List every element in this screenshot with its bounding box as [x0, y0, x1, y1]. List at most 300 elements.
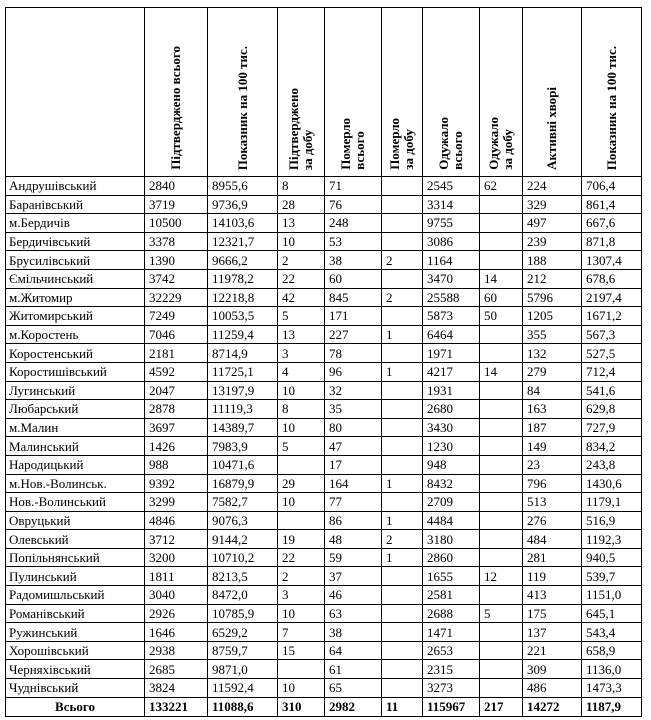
total-cell: 2982	[325, 697, 382, 716]
table-cell: 4846	[145, 511, 208, 530]
table-row	[6, 567, 642, 586]
table-row	[6, 269, 642, 288]
table-cell: 13197,9	[208, 381, 278, 400]
table-cell: 3719	[145, 195, 208, 214]
table-cell: 1192,3	[582, 530, 642, 549]
table-cell: 224	[523, 177, 582, 196]
table-cell: 2	[382, 530, 423, 549]
table-cell: 1811	[145, 567, 208, 586]
table-cell	[382, 660, 423, 679]
table-cell: 3	[278, 344, 325, 363]
table-cell: 11978,2	[208, 269, 278, 288]
table-cell: 3697	[145, 418, 208, 437]
table-cell: 149	[523, 437, 582, 456]
table-cell: 8955,6	[208, 177, 278, 196]
table-cell: 3742	[145, 269, 208, 288]
table-cell: 11119,3	[208, 400, 278, 419]
table-cell: 32	[325, 381, 382, 400]
table-row	[6, 362, 642, 381]
table-cell: 22	[278, 548, 325, 567]
table-cell	[382, 400, 423, 419]
column-header-1	[145, 8, 208, 177]
table-cell: 2181	[145, 344, 208, 363]
table-cell	[382, 567, 423, 586]
table-cell: 9666,2	[208, 251, 278, 270]
column-header-label: Підтверджено всього	[168, 46, 183, 170]
table-row	[6, 177, 642, 196]
table-cell: 10710,2	[208, 548, 278, 567]
table-cell: 4217	[423, 362, 480, 381]
table-cell: 5796	[523, 288, 582, 307]
table-cell: 28	[278, 195, 325, 214]
table-cell: 37	[325, 567, 382, 586]
table-cell: 658,9	[582, 641, 642, 660]
table-cell: 5	[278, 437, 325, 456]
table-cell: 23	[523, 455, 582, 474]
table-cell	[382, 623, 423, 642]
table-cell: 8	[278, 177, 325, 196]
table-cell: 5	[278, 307, 325, 326]
table-cell: 1390	[145, 251, 208, 270]
table-cell: 712,4	[582, 362, 642, 381]
table-cell: 96	[325, 362, 382, 381]
table-cell: 1931	[423, 381, 480, 400]
table-cell: 8714,9	[208, 344, 278, 363]
table-cell: 59	[325, 548, 382, 567]
table-cell: 11592,4	[208, 679, 278, 698]
table-cell: 7	[278, 623, 325, 642]
table-cell: 10	[278, 381, 325, 400]
table-cell: 861,4	[582, 195, 642, 214]
table-cell: 484	[523, 530, 582, 549]
table-cell: 1971	[423, 344, 480, 363]
table-cell	[480, 586, 523, 605]
table-cell: 1	[382, 548, 423, 567]
table-cell	[480, 623, 523, 642]
table-cell: 7582,7	[208, 493, 278, 512]
table-cell: 64	[325, 641, 382, 660]
table-cell: 1	[382, 325, 423, 344]
table-cell: 527,5	[582, 344, 642, 363]
table-cell: 62	[480, 177, 523, 196]
table-cell: 46	[325, 586, 382, 605]
table-row	[6, 251, 642, 270]
table-cell: 513	[523, 493, 582, 512]
table-cell: 2878	[145, 400, 208, 419]
table-row	[6, 679, 642, 698]
district-name: Бердичівський	[6, 232, 145, 251]
column-header-label: Одужало всього	[436, 117, 465, 170]
table-cell: 10471,6	[208, 455, 278, 474]
district-name: Лугинський	[6, 381, 145, 400]
table-cell: 6529,2	[208, 623, 278, 642]
district-name: Попільнянський	[6, 548, 145, 567]
table-row	[6, 455, 642, 474]
table-cell: 86	[325, 511, 382, 530]
table-row	[6, 474, 642, 493]
table-cell	[480, 679, 523, 698]
table-cell: 2926	[145, 604, 208, 623]
table-cell: 5	[480, 604, 523, 623]
table-cell: 60	[325, 269, 382, 288]
table-cell: 413	[523, 586, 582, 605]
table-cell: 243,8	[582, 455, 642, 474]
table-cell: 2581	[423, 586, 480, 605]
table-cell: 8432	[423, 474, 480, 493]
table-cell: 988	[145, 455, 208, 474]
table-cell	[480, 400, 523, 419]
district-name: Нов.-Волинський	[6, 493, 145, 512]
table-cell: 1164	[423, 251, 480, 270]
table-cell: 3	[278, 586, 325, 605]
table-cell: 10	[278, 418, 325, 437]
cropped-caption	[0, 0, 651, 6]
district-name: Романівський	[6, 604, 145, 623]
table-cell: 629,8	[582, 400, 642, 419]
table-cell: 12321,7	[208, 232, 278, 251]
table-cell: 248	[325, 214, 382, 233]
table-cell: 3824	[145, 679, 208, 698]
district-name: Брусилівський	[6, 251, 145, 270]
table-cell: 2709	[423, 493, 480, 512]
table-cell: 14389,7	[208, 418, 278, 437]
table-cell: 10500	[145, 214, 208, 233]
table-cell: 1230	[423, 437, 480, 456]
table-cell: 309	[523, 660, 582, 679]
column-header-label: Активні хворі	[544, 87, 559, 170]
table-cell: 2197,4	[582, 288, 642, 307]
table-cell: 42	[278, 288, 325, 307]
table-cell: 3086	[423, 232, 480, 251]
table-cell: 9076,3	[208, 511, 278, 530]
table-cell: 14	[480, 362, 523, 381]
table-cell: 13	[278, 325, 325, 344]
table-row	[6, 381, 642, 400]
table-cell	[278, 660, 325, 679]
table-row	[6, 214, 642, 233]
total-cell: 133221	[145, 697, 208, 716]
table-cell: 2653	[423, 641, 480, 660]
table-cell: 486	[523, 679, 582, 698]
table-cell	[382, 641, 423, 660]
district-name: Коростенський	[6, 344, 145, 363]
district-name: м.Житомир	[6, 288, 145, 307]
table-cell: 9871,0	[208, 660, 278, 679]
column-header-label: Показник на 100 тис.	[234, 45, 250, 170]
district-name: Народицький	[6, 455, 145, 474]
table-cell: 567,3	[582, 325, 642, 344]
table-cell: 3273	[423, 679, 480, 698]
table-cell: 276	[523, 511, 582, 530]
district-name: Малинський	[6, 437, 145, 456]
table-cell	[480, 418, 523, 437]
table-cell: 497	[523, 214, 582, 233]
district-name: м.Малин	[6, 418, 145, 437]
table-cell	[480, 493, 523, 512]
table-row	[6, 623, 642, 642]
column-header-7	[480, 8, 523, 177]
column-header-2	[208, 8, 278, 177]
table-cell: 15	[278, 641, 325, 660]
district-name: м.Коростень	[6, 325, 145, 344]
table-cell: 60	[480, 288, 523, 307]
table-cell: 50	[480, 307, 523, 326]
column-header-label: Показник на 100 тис.	[603, 45, 619, 170]
table-cell	[382, 269, 423, 288]
table-cell	[480, 455, 523, 474]
table-cell: 543,4	[582, 623, 642, 642]
table-cell	[480, 251, 523, 270]
table-row	[6, 195, 642, 214]
table-cell: 188	[523, 251, 582, 270]
table-cell: 1426	[145, 437, 208, 456]
column-header-0	[6, 8, 145, 177]
table-cell: 164	[325, 474, 382, 493]
district-name: Пулинський	[6, 567, 145, 586]
table-cell: 1473,3	[582, 679, 642, 698]
table-cell: 796	[523, 474, 582, 493]
table-cell: 19	[278, 530, 325, 549]
district-name: Баранівський	[6, 195, 145, 214]
table-cell: 3712	[145, 530, 208, 549]
table-cell	[480, 530, 523, 549]
table-cell: 1471	[423, 623, 480, 642]
table-cell: 948	[423, 455, 480, 474]
table-cell	[382, 381, 423, 400]
table-cell: 940,5	[582, 548, 642, 567]
table-cell	[382, 437, 423, 456]
table-cell: 279	[523, 362, 582, 381]
table-cell: 80	[325, 418, 382, 437]
table-cell: 61	[325, 660, 382, 679]
table-cell: 1136,0	[582, 660, 642, 679]
table-cell: 2	[278, 567, 325, 586]
table-cell: 9755	[423, 214, 480, 233]
district-name: Радомишльський	[6, 586, 145, 605]
table-cell: 1205	[523, 307, 582, 326]
district-name: Ружинський	[6, 623, 145, 642]
table-cell	[382, 679, 423, 698]
table-cell: 678,6	[582, 269, 642, 288]
table-cell: 3314	[423, 195, 480, 214]
table-cell	[382, 493, 423, 512]
table-cell: 9736,9	[208, 195, 278, 214]
table-cell: 3378	[145, 232, 208, 251]
table-cell: 239	[523, 232, 582, 251]
table-cell: 845	[325, 288, 382, 307]
table-cell: 25588	[423, 288, 480, 307]
table-cell	[480, 548, 523, 567]
table-cell	[480, 214, 523, 233]
district-name: Житомирський	[6, 307, 145, 326]
table-cell: 10785,9	[208, 604, 278, 623]
table-row	[6, 586, 642, 605]
table-cell: 38	[325, 623, 382, 642]
district-name: Чуднівський	[6, 679, 145, 698]
table-cell: 2	[382, 251, 423, 270]
table-cell	[382, 195, 423, 214]
table-cell: 77	[325, 493, 382, 512]
table-cell: 2545	[423, 177, 480, 196]
table-cell: 871,8	[582, 232, 642, 251]
table-cell: 706,4	[582, 177, 642, 196]
district-name: Ємільчинський	[6, 269, 145, 288]
table-cell: 516,9	[582, 511, 642, 530]
table-cell	[382, 604, 423, 623]
table-cell: 119	[523, 567, 582, 586]
header-row	[6, 8, 642, 177]
total-cell: 1187,9	[582, 697, 642, 716]
column-header-3	[278, 8, 325, 177]
table-cell	[382, 177, 423, 196]
table-cell: 16879,9	[208, 474, 278, 493]
table-row	[6, 307, 642, 326]
table-cell: 2938	[145, 641, 208, 660]
total-cell: 11	[382, 697, 423, 716]
table-cell: 329	[523, 195, 582, 214]
table-cell	[480, 511, 523, 530]
table-cell	[480, 232, 523, 251]
table-cell	[382, 344, 423, 363]
table-row	[6, 418, 642, 437]
table-cell: 7983,9	[208, 437, 278, 456]
table-cell: 132	[523, 344, 582, 363]
table-cell: 171	[325, 307, 382, 326]
table-row	[6, 344, 642, 363]
table-cell	[278, 455, 325, 474]
table-row	[6, 325, 642, 344]
table-cell: 7249	[145, 307, 208, 326]
column-header-label: Померло за добу	[387, 118, 416, 170]
table-cell: 12218,8	[208, 288, 278, 307]
table-cell: 187	[523, 418, 582, 437]
table-row	[6, 400, 642, 419]
table-cell: 2047	[145, 381, 208, 400]
table-cell: 11725,1	[208, 362, 278, 381]
table-cell: 2	[278, 251, 325, 270]
total-cell: 310	[278, 697, 325, 716]
table-cell: 84	[523, 381, 582, 400]
table-cell: 3299	[145, 493, 208, 512]
table-row	[6, 530, 642, 549]
table-cell: 8213,5	[208, 567, 278, 586]
district-name: м.Бердичів	[6, 214, 145, 233]
table-cell: 1671,2	[582, 307, 642, 326]
table-cell	[480, 195, 523, 214]
table-cell: 3470	[423, 269, 480, 288]
table-cell: 541,6	[582, 381, 642, 400]
total-cell: 11088,6	[208, 697, 278, 716]
table-row	[6, 437, 642, 456]
table-cell: 1646	[145, 623, 208, 642]
table-cell: 2688	[423, 604, 480, 623]
table-cell	[480, 325, 523, 344]
table-cell: 1	[382, 511, 423, 530]
table-cell: 1151,0	[582, 586, 642, 605]
table-row	[6, 660, 642, 679]
table-row	[6, 604, 642, 623]
table-row	[6, 288, 642, 307]
table-cell: 355	[523, 325, 582, 344]
table-cell	[382, 214, 423, 233]
table-cell: 7046	[145, 325, 208, 344]
table-cell: 10	[278, 604, 325, 623]
table-cell: 14103,6	[208, 214, 278, 233]
table-cell	[382, 418, 423, 437]
column-header-label: Померло всього	[338, 118, 367, 170]
covid-stats-table	[5, 7, 642, 717]
table-row	[6, 493, 642, 512]
table-row	[6, 511, 642, 530]
table-cell: 29	[278, 474, 325, 493]
table-cell: 71	[325, 177, 382, 196]
table-cell: 6464	[423, 325, 480, 344]
table-cell	[480, 660, 523, 679]
table-cell: 9144,2	[208, 530, 278, 549]
table-cell: 14	[480, 269, 523, 288]
table-cell: 227	[325, 325, 382, 344]
district-name: м.Нов.-Волинськ.	[6, 474, 145, 493]
table-cell: 1430,6	[582, 474, 642, 493]
table-cell	[382, 307, 423, 326]
table-cell: 35	[325, 400, 382, 419]
district-name: Хорошівський	[6, 641, 145, 660]
table-cell: 4484	[423, 511, 480, 530]
table-cell: 667,6	[582, 214, 642, 233]
table-cell: 221	[523, 641, 582, 660]
table-cell: 645,1	[582, 604, 642, 623]
table-cell	[480, 344, 523, 363]
district-name: Андрушівський	[6, 177, 145, 196]
column-header-6	[423, 8, 480, 177]
district-name: Овруцький	[6, 511, 145, 530]
table-cell: 539,7	[582, 567, 642, 586]
table-cell: 38	[325, 251, 382, 270]
table-cell: 2860	[423, 548, 480, 567]
table-cell: 32229	[145, 288, 208, 307]
table-cell: 2680	[423, 400, 480, 419]
table-cell	[382, 455, 423, 474]
table-cell: 10	[278, 679, 325, 698]
column-header-9	[582, 8, 642, 177]
table-cell: 17	[325, 455, 382, 474]
column-header-4	[325, 8, 382, 177]
table-cell: 1307,4	[582, 251, 642, 270]
table-cell: 5873	[423, 307, 480, 326]
table-cell: 212	[523, 269, 582, 288]
table-row	[6, 548, 642, 567]
table-cell	[278, 511, 325, 530]
table-cell: 163	[523, 400, 582, 419]
table-cell: 2	[382, 288, 423, 307]
table-cell: 22	[278, 269, 325, 288]
table-cell: 10	[278, 232, 325, 251]
total-label: Всього	[6, 697, 145, 716]
table-cell: 1179,1	[582, 493, 642, 512]
table-cell: 63	[325, 604, 382, 623]
table-cell	[480, 381, 523, 400]
table-cell: 48	[325, 530, 382, 549]
table-cell: 9392	[145, 474, 208, 493]
column-header-label: Одужало за добу	[486, 117, 515, 170]
table-cell: 10053,5	[208, 307, 278, 326]
table-cell: 2840	[145, 177, 208, 196]
table-cell: 1	[382, 362, 423, 381]
table-cell: 1	[382, 474, 423, 493]
table-cell: 53	[325, 232, 382, 251]
total-cell: 115967	[423, 697, 480, 716]
total-row	[6, 697, 642, 716]
